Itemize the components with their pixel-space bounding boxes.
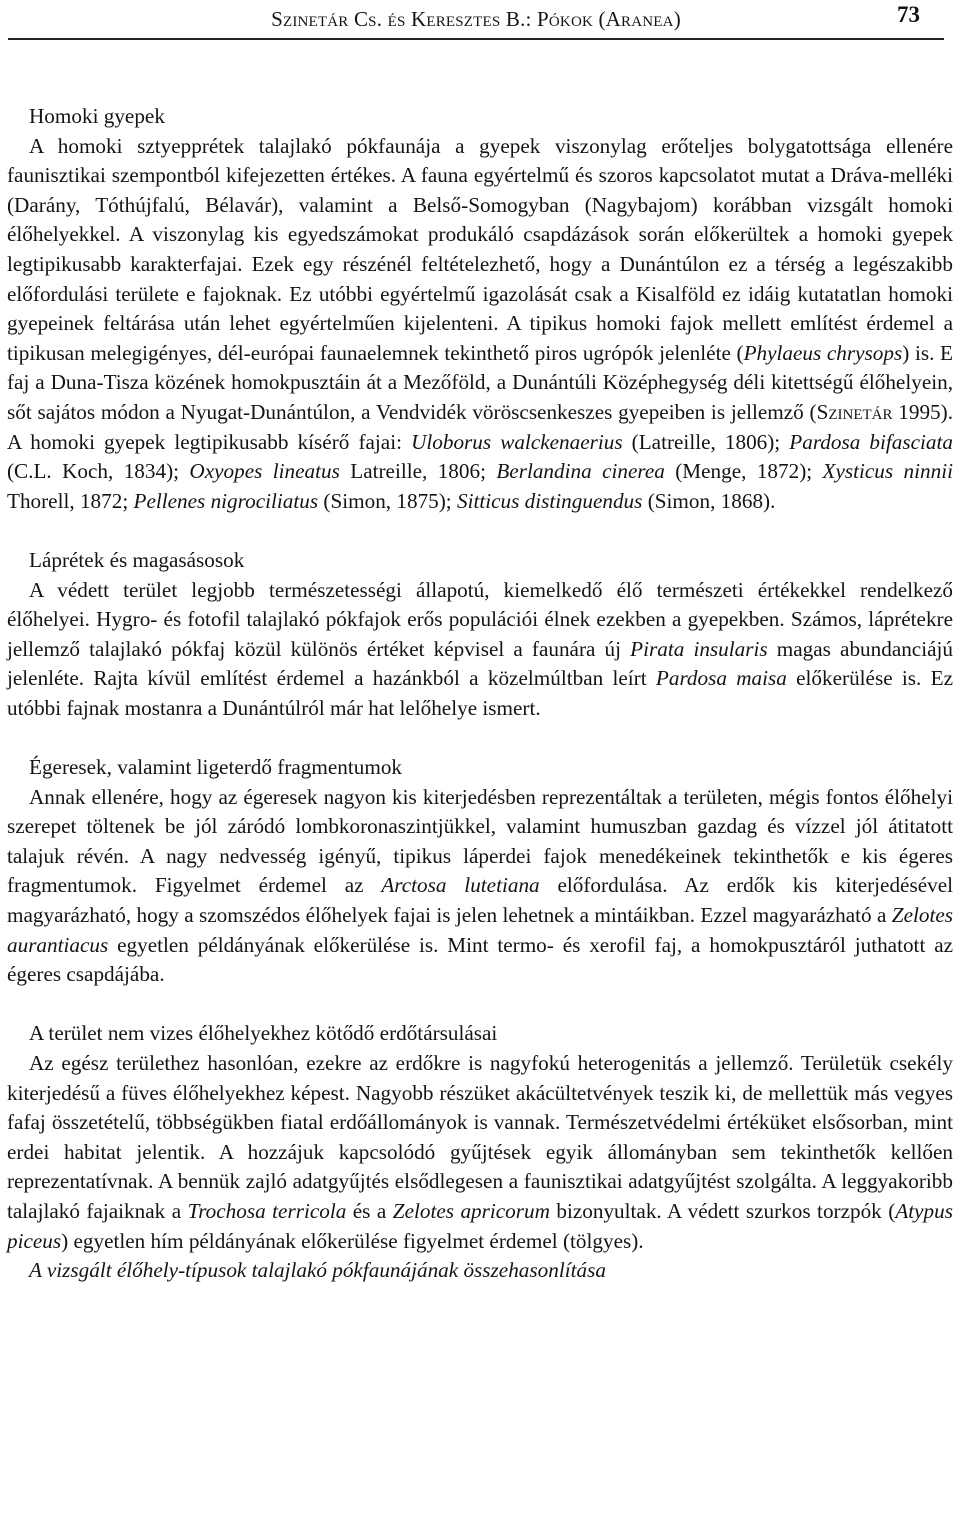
running-title: Szinetár Cs. és Keresztes B.: Pókok (Aranea) xyxy=(271,6,681,31)
species-name: Oxyopes lineatus xyxy=(189,459,340,484)
text-run: ) is. E faj a Duna-Tisza közének homokpusztáin át a Mezőföld, a Dunántúli Középhegység déli kitettségű élőhelyein, sőt sajátos módon a Nyugat-Dunántúlon, a Vendvidék vöröscsenkeszes gyepeiben is jellemző ( xyxy=(7,340,953,424)
text-run: előfordulása. Az erdők kis kiterjedésével magyarázható, hogy a szomszédos élőhelyek fajai is jelen lehetnek a mintáikban. Ezzel magyarázható a xyxy=(7,873,953,928)
text-run: bizonyultak. A védett szurkos torzpók ( xyxy=(549,1198,896,1223)
text-run: A védett terület legjobb természetességi állapotú, kiemelkedő élő természeti értékekkel rendelkező élőhelyei. Hygro- és fotofil talajlakó pókfajok erős populációi élnek ezekben a gyepekben. Számos, láprétekre jellemző talajlakó pókfaj közül különös értéket képvisel a faunára új xyxy=(7,577,953,661)
species-name: Trochosa terricola xyxy=(187,1198,347,1223)
species-name: Pirata insularis xyxy=(630,636,768,661)
text-run: és a xyxy=(346,1198,393,1223)
text-run: (C.L. Koch, 1834); xyxy=(7,459,190,484)
text-run: Latreille, 1806; xyxy=(339,459,497,484)
section-title-nem-vizes: A terület nem vizes élőhelyekhez kötődő erdőtársulásai xyxy=(29,1021,498,1046)
species-name: Phylaeus chrysops xyxy=(743,340,903,365)
section-title-lapretek: Láprétek és magasásosok xyxy=(29,547,245,572)
species-name: Berlandina cinerea xyxy=(496,459,665,484)
text-run: Thorell, 1872; xyxy=(7,488,134,513)
text-run: magas abundanciájú jelenléte. Rajta kívül említést érdemel a hazánkból a közelmúltban leírt xyxy=(7,636,953,691)
page-number: 73 xyxy=(897,2,920,27)
text-run: ) egyetlen hím példányának előkerülése figyelmet érdemel (tölgyes). xyxy=(61,1228,644,1253)
paragraph-egeresek xyxy=(7,783,953,990)
text-run: (Menge, 1872); xyxy=(664,459,823,484)
species-name: Zelotes apricorum xyxy=(392,1198,550,1223)
text-run: egyetlen példányának előkerülése is. Mint termo- és xerofil faj, a homokpusztáról juthatott az égeres csapdájába. xyxy=(7,932,953,987)
section-spacer xyxy=(7,990,953,1020)
text-run: Az egész területhez hasonlóan, ezekre az erdőkre is nagyfokú heterogenitás a jellemző. Területük csekély kiterjedésű a füves élőhelyekhez képest. Nagyobb részüket akácültetvények teszik ki, de mellettük más vegyes fafaj összetételű, többségükben fiatal erdőállományok is vannak. Természetvédelmi értéküket elsősorban, mint erdei habitat jelentik. A hozzájuk kapcsolódó gyűjtések egyik állományban sem tekinthetők kellően reprezentatívnak. A bennük zajló adatgyűjtés elsődlegesen a faunisztikai adatgyűjtést szolgálta. A leggyakoribb talajlakó fajaiknak a xyxy=(7,1051,953,1223)
species-name: Xysticus ninnii xyxy=(822,459,953,484)
paragraph-lapretek xyxy=(7,576,953,724)
text-run: 1995). A homoki gyepek legtipikusabb kísérő fajai: xyxy=(7,399,953,454)
paragraph-homoki-gyepek xyxy=(7,132,953,517)
text-run: Annak ellenére, hogy az égeresek nagyon kis kiterjedésben reprezentáltak a területen, mégis fontos élőhelyi szerepet töltenek be jól záródó lombkoronaszintjükkel, valamint humuszban gazdag és vízzel jól átitatott talajuk révén. A nagy nedvesség igényű, tipikus láperdei fajok menedékeinek tekinthetők e kis égeres fragmentumok. Figyelmet érdemel az xyxy=(7,784,953,898)
species-name: Pellenes nigrociliatus xyxy=(133,488,319,513)
section-spacer xyxy=(7,516,953,546)
section-title-egeresek: Égeresek, valamint ligeterdő fragmentumok xyxy=(29,755,403,780)
species-name: Atypus piceus xyxy=(7,1198,953,1253)
species-name: Pardosa bifasciata xyxy=(789,429,953,454)
species-name: Uloborus walckenaerius xyxy=(411,429,623,454)
text-run: előkerülése is. Ez utóbbi fajnak mostanra a Dunántúlról már hat lelőhelye ismert. xyxy=(7,666,953,720)
text-run: (Simon, 1868). xyxy=(642,488,776,513)
section-title-homoki-gyepek: Homoki gyepek xyxy=(29,104,165,128)
text-run: (Simon, 1875); xyxy=(318,488,457,513)
section-spacer xyxy=(7,723,953,753)
running-header xyxy=(8,0,944,40)
text-run: A homoki sztyepprétek talajlakó pókfaunája a gyepek viszonylag erőteljes bolygatottsága ellenére faunisztikai szempontból kifejezetten értékes. A fauna egyértelmű és szoros kapcsolatot mutat a Dráva-melléki (Darány, Tóthújfalú, Bélavár), valamint a Belső-Somogyban (Nagybajom) korábban vizsgált homoki élőhelyekkel. A viszonylag kis egyedszámokat produkáló csapdázások során előkerültek a homoki gyepek legtipikusabb karakterfajai. Ezek egy részénél feltételezhető, hogy a Dunántúlon ez a térség a legészakibb előfordulási területe e fajoknak. Ez utóbbi egyértelmű igazolását csak a Kisalföld ez idáig kutatatlan homoki gyepeinek feltárása után lehet egyértelműen kijelenteni. A tipikus homoki fajok mellett említést érdemel a tipikusan melegigényes, dél-európai faunaelemnek tekinthető piros ugrópók jelenléte ( xyxy=(7,133,953,365)
body-text xyxy=(7,102,953,1286)
species-name: Pardosa maisa xyxy=(655,666,787,691)
paragraph-nem-vizes xyxy=(7,1049,953,1256)
text-run: (Latreille, 1806); xyxy=(622,429,790,454)
citation-author: Szinetár xyxy=(816,399,893,424)
species-name: Arctosa lutetiana xyxy=(381,873,540,898)
species-name: Sitticus distinguendus xyxy=(457,488,643,513)
figure-caption: A vizsgált élőhely-típusok talajlakó pókfaunájának összehasonlítása xyxy=(29,1258,606,1283)
species-name: Zelotes aurantiacus xyxy=(7,903,953,957)
